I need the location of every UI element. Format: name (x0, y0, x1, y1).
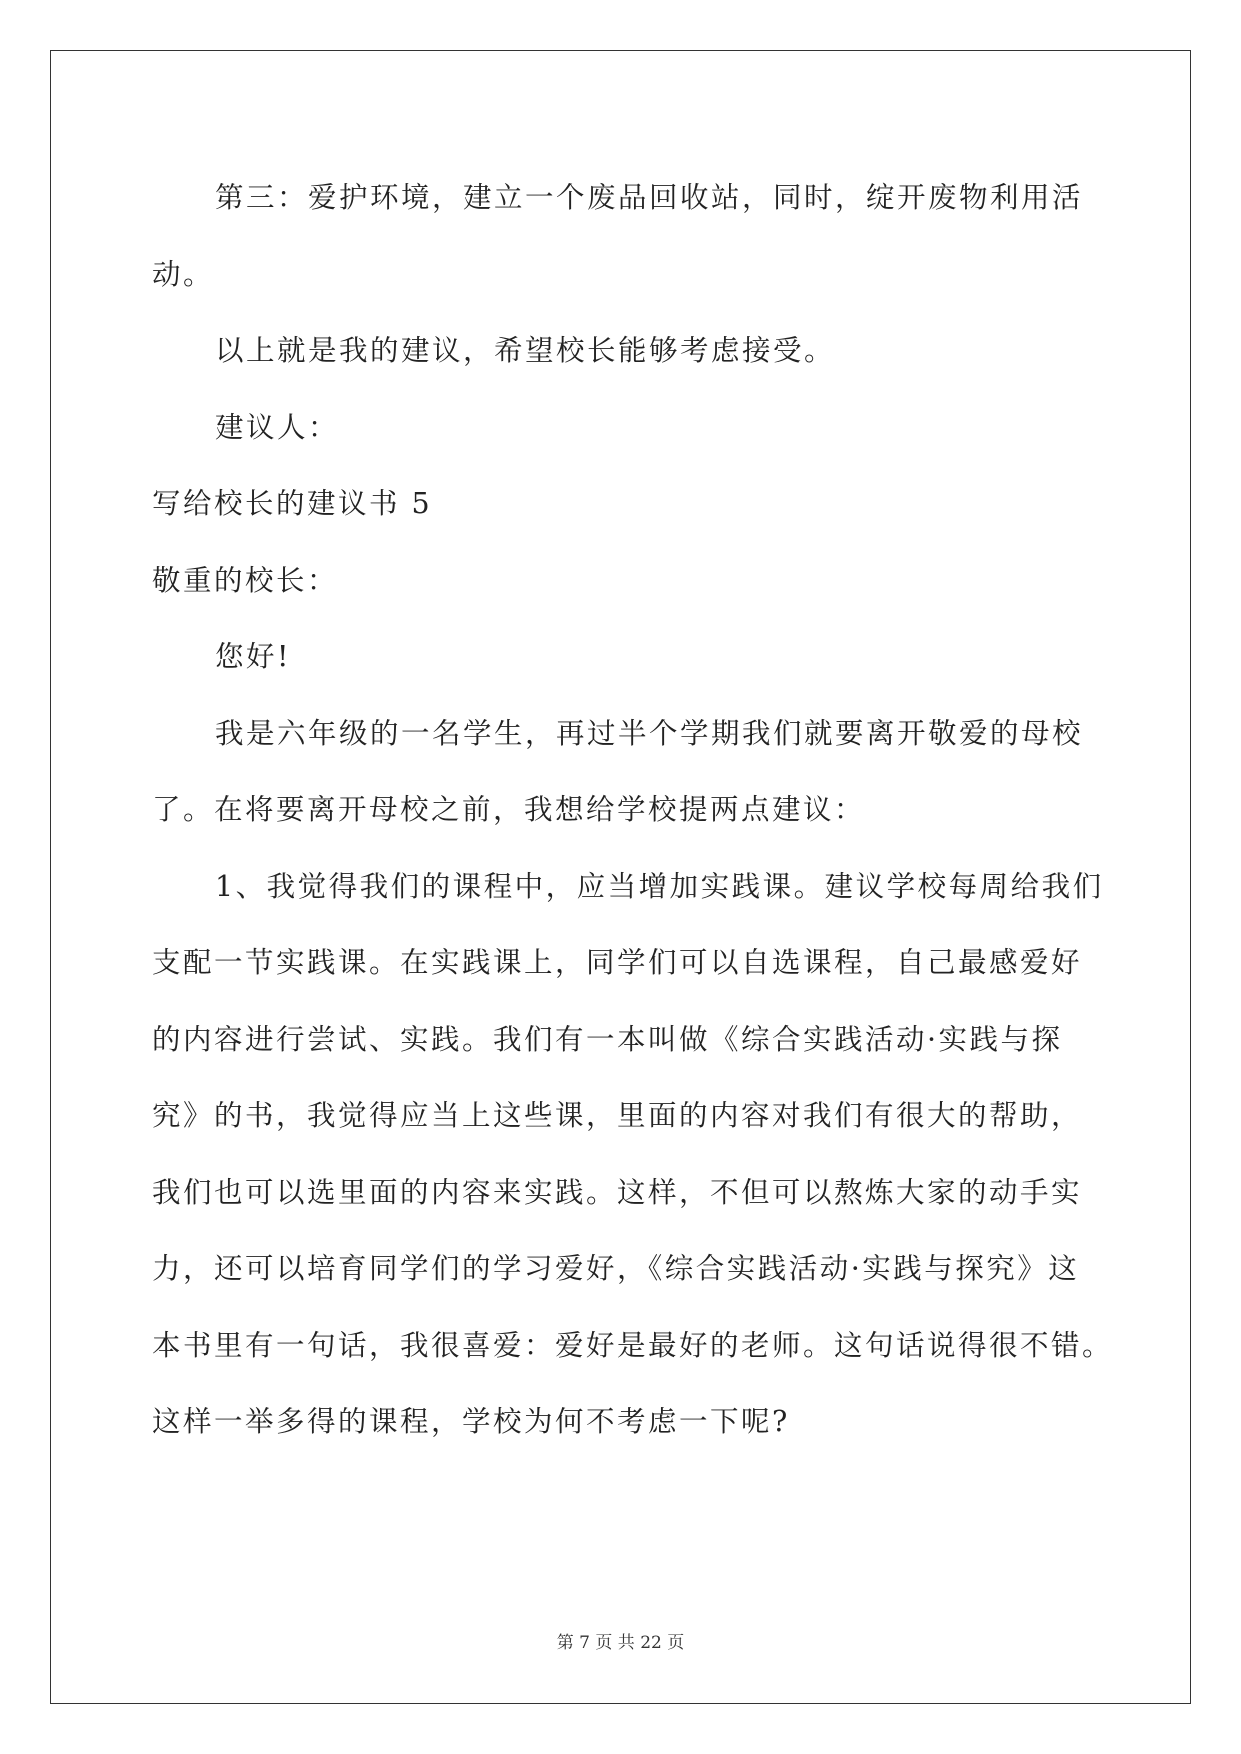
paragraph-line: 1、我觉得我们的课程中，应当增加实践课。建议学校每周给我们 (215, 869, 1104, 903)
paragraph-line: 以上就是我的建议，希望校长能够考虑接受。 (215, 334, 836, 367)
paragraph-line: 我是六年级的一名学生，再过半个学期我们就要离开敬爱的母校 (215, 716, 1084, 750)
paragraph-line: 支配一节实践课。在实践课上，同学们可以自选课程，自己最感爱好 (152, 946, 1083, 979)
section-heading: 写给校长的建议书 5 (152, 487, 433, 520)
paragraph-line: 建议人： (215, 410, 340, 444)
document-body (152, 160, 1114, 1461)
paragraph-line: 本书里有一句话，我很喜爱：爱好是最好的老师。这句话说得很不错。 (152, 1328, 1114, 1362)
greeting: 您好! (215, 640, 291, 673)
paragraph-line: 第三：爱护环境，建立一个废品回收站，同时，绽开废物利用活 (215, 181, 1084, 214)
paragraph-line: 的内容进行尝试、实践。我们有一本叫做《综合实践活动·实践与探 (152, 1022, 1063, 1056)
paragraph-line: 究》的书，我觉得应当上这些课，里面的内容对我们有很大的帮助， (152, 1099, 1083, 1132)
salutation: 敬重的校长： (152, 563, 339, 597)
paragraph-line: 动。 (152, 257, 215, 291)
paragraph-line: 了。在将要离开母校之前，我想给学校提两点建议： (152, 793, 866, 826)
paragraph-line: 力，还可以培育同学们的学习爱好，《综合实践活动·实践与探究》这 (152, 1252, 1080, 1285)
paragraph-line: 我们也可以选里面的内容来实践。这样，不但可以熬炼大家的动手实 (152, 1175, 1083, 1209)
page-number-footer: 第 7 页 共 22 页 (556, 1633, 685, 1653)
paragraph-line: 这样一举多得的课程，学校为何不考虑一下呢? (152, 1405, 790, 1438)
